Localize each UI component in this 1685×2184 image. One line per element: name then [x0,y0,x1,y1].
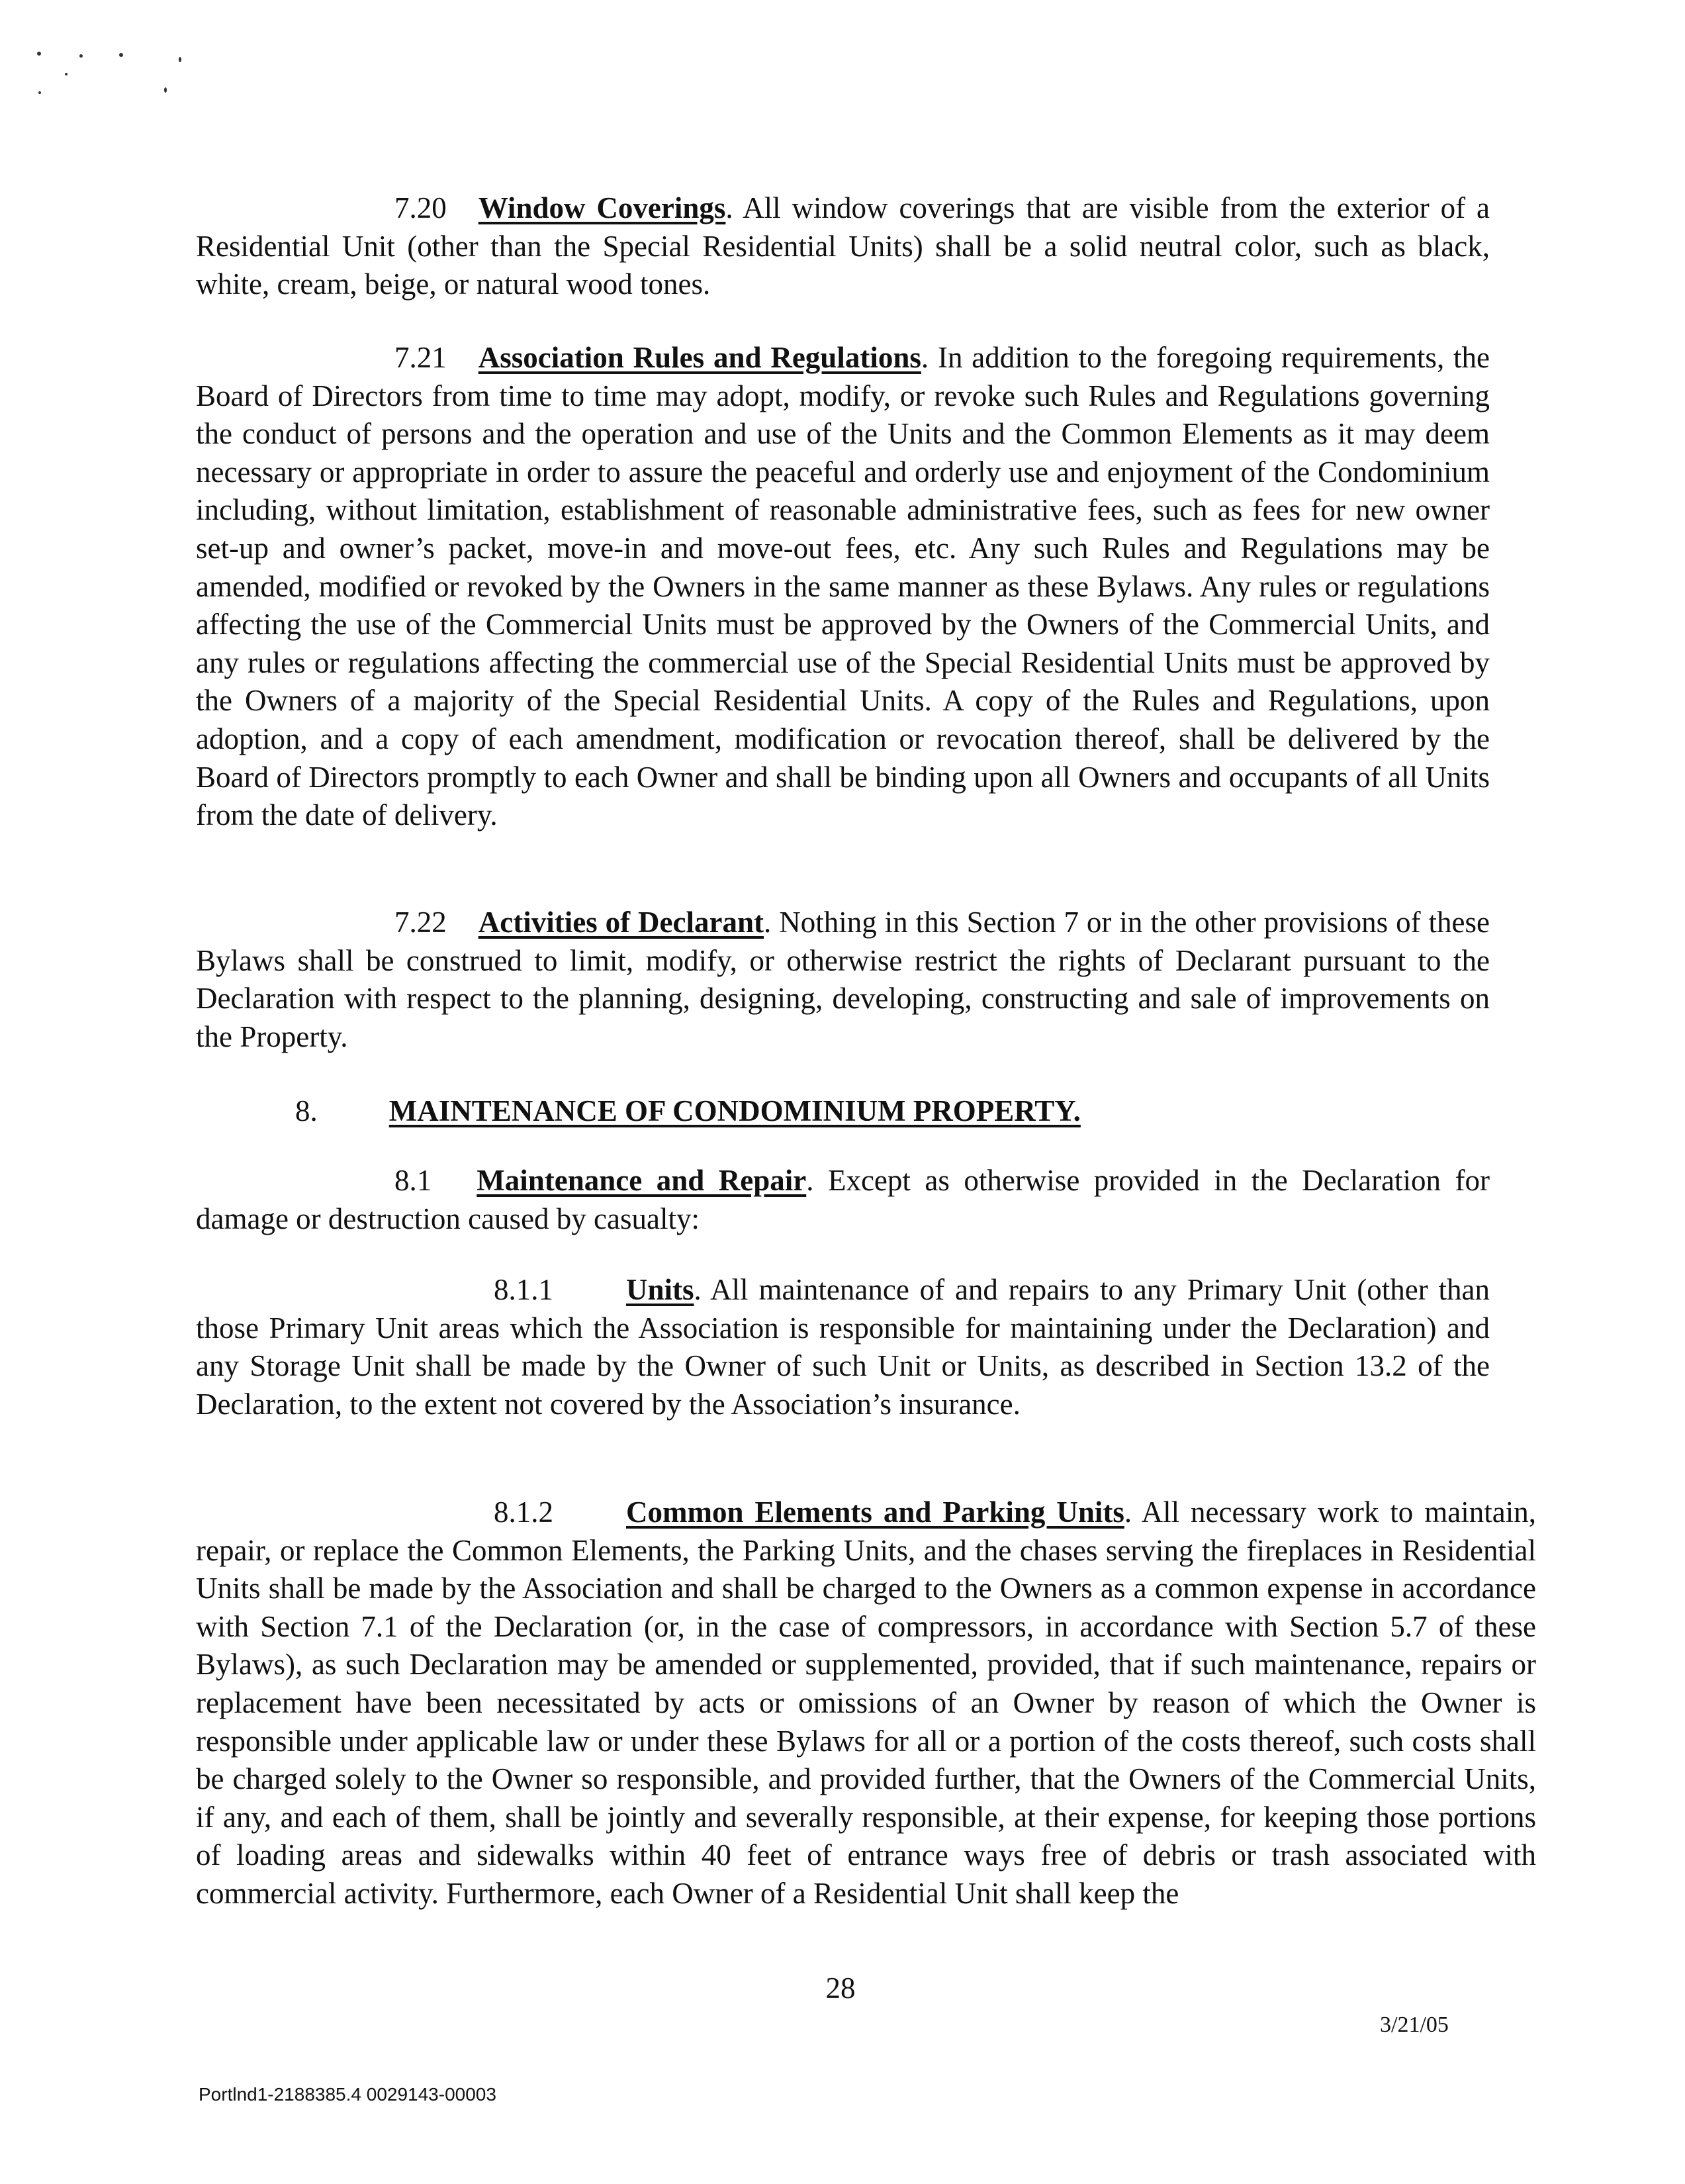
section-body: All maintenance of and repairs to any Primary Unit (other than those Primary Unit areas which the Association is responsible for maintaining under the Declaration) and any Storage Unit shall be made by the Owner of such Unit or Units, as described in Section 13.2 of the Declaration, to the extent not covered by the Association’s insurance. [196,1273,1490,1421]
section-body: In addition to the foregoing requirements, the Board of Directors from time to time may adopt, modify, or revoke such Rules and Regulations governing the conduct of persons and the operation and use of the Units and the Common Elements as it may deem necessary or appropriate in order to assure the peaceful and orderly use and enjoyment of the Condominium including, without limitation, establishment of reasonable administrative fees, such as fees for new owner set-up and owner’s packet, move-in and move-out fees, etc. Any such Rules and Regulations may be amended, modified or revoked by the Owners in the same manner as these Bylaws. Any rules or regulations affecting the use of the Commercial Units must be approved by the Owners of the Commercial Units, and any rules or regulations affecting the commercial use of the Special Residential Units must be approved by the Owners of a majority of the Special Residential Units. A copy of the Rules and Regulations, upon adoption, and a copy of each amendment, modification or revocation thereof, shall be delivered by the Board of Directors promptly to each Owner and shall be binding upon all Owners and occupants of all Units from the date of delivery. [196,341,1490,832]
scan-speck [65,73,68,75]
section-number: 8.1.1 [494,1273,553,1306]
scan-speck [164,87,167,93]
section-title: Association Rules and Regulations [478,341,921,374]
section-7-22: 7.22 Activities of Declarant. Nothing in this Section 7 or in the other provisions of these Bylaws shall be construed to limit, modify, or otherwise restrict the rights of Declarant pursuant to the Declaration with respect to the planning, designing, developing, constructing and sale of improvements on the Property. [196,906,1490,1053]
section-number: 7.20 [394,191,447,224]
section-7-20: 7.20 Window Coverings. All window coverings that are visible from the exterior of a Residential Unit (other than the Special Residential Units) shall be a solid neutral color, such as black, white, cream, beige, or natural wood tones. [196,191,1490,301]
section-8-1-2: 8.1.2 Common Elements and Parking Units. All necessary work to maintain, repair, or replace the Common Elements, the Parking Units, and the chases serving the fireplaces in Residential Units shall be made by the Association and shall be charged to the Owners as a common expense in accordance with Section 7.1 of the Declaration (or, in the case of compressors, in accordance with Section 5.7 of these Bylaws), as such Declaration may be amended or supplemented, provided, that if such maintenance, repairs or replacement have been necessitated by acts or omissions of an Owner by reason of which the Owner is responsible under applicable law or under these Bylaws for all or a portion of the costs thereof, such costs shall be charged solely to the Owner so responsible, and provided further, that the Owners of the Commercial Units, if any, and each of them, shall be jointly and severally responsible, at their expense, for keeping those portions of loading areas and sidewalks within 40 feet of entrance ways free of debris or trash associated with commercial activity. Furthermore, each Owner of a Residential Unit shall keep the [196,1496,1536,1910]
scan-speck [179,57,181,62]
scan-speck [37,52,41,56]
section-8-heading [295,1092,1486,1131]
section-number: 8. [295,1094,318,1127]
footer-date: 3/21/05 [1380,2013,1449,2037]
section-title: Activities of Declarant [478,906,764,939]
section-body: Except as otherwise provided in the Declaration for damage or destruction caused by casualty: [196,1164,1490,1235]
section-number: 8.1 [394,1164,432,1197]
section-title: Window Coverings [478,191,726,224]
section-body: All window coverings that are visible from the exterior of a Residential Unit (other than the Special Residential Units) shall be a solid neutral color, such as black, white, cream, beige, or natural wood tones. [196,191,1490,301]
scan-speck [119,53,123,57]
scan-speck [38,91,41,94]
page-number: 28 [825,1971,856,2005]
section-body: All necessary work to maintain, repair, or replace the Common Elements, the Parking Units, and the chases serving the fireplaces in Residential Units shall be made by the Association and shall be charged to the Owners as a common expense in accordance with Section 7.1 of the Declaration (or, in the case of compressors, in accordance with Section 5.7 of these Bylaws), as such Declaration may be amended or supplemented, provided, that if such maintenance, repairs or replacement have been necessitated by acts or omissions of an Owner by reason of which the Owner is responsible under applicable law or under these Bylaws for all or a portion of the costs thereof, such costs shall be charged solely to the Owner so responsible, and provided further, that the Owners of the Commercial Units, if any, and each of them, shall be jointly and severally responsible, at their expense, for keeping those portions of loading areas and sidewalks within 40 feet of entrance ways free of debris or trash associated with commercial activity. Furthermore, each Owner of a Residential Unit shall keep the [196,1496,1536,1910]
section-7-21: 7.21 Association Rules and Regulations. In addition to the foregoing requirements, the Board of Directors from time to time may adopt, modify, or revoke such Rules and Regulations governing the conduct of persons and the operation and use of the Units and the Common Elements as it may deem necessary or appropriate in order to assure the peaceful and orderly use and enjoyment of the Condominium including, without limitation, establishment of reasonable administrative fees, such as fees for new owner set-up and owner’s packet, move-in and move-out fees, etc. Any such Rules and Regulations may be amended, modified or revoked by the Owners in the same manner as these Bylaws. Any rules or regulations affecting the use of the Commercial Units must be approved by the Owners of the Commercial Units, and any rules or regulations affecting the commercial use of the Special Residential Units must be approved by the Owners of a majority of the Special Residential Units. A copy of the Rules and Regulations, upon adoption, and a copy of each amendment, modification or revocation thereof, shall be delivered by the Board of Directors promptly to each Owner and shall be binding upon all Owners and occupants of all Units from the date of delivery. [196,341,1490,832]
section-title: Common Elements and Parking Units [626,1496,1124,1529]
footer-doc-id: Portlnd1-2188385.4 0029143-00003 [199,2084,496,2105]
section-number: 7.21 [394,341,447,374]
section-8-1-1: 8.1.1 Units. All maintenance of and repairs to any Primary Unit (other than those Primary Unit areas which the Association is responsible for maintaining under the Declaration) and any Storage Unit shall be made by the Owner of such Unit or Units, as described in Section 13.2 of the Declaration, to the extent not covered by the Association’s insurance. [196,1273,1490,1421]
scan-speck [79,54,83,58]
section-title: Maintenance and Repair [477,1164,807,1197]
section-8-1: 8.1 Maintenance and Repair. Except as otherwise provided in the Declaration for damage or destruction caused by casualty: [196,1164,1490,1235]
section-number: 7.22 [394,906,447,939]
section-body: Nothing in this Section 7 or in the other provisions of these Bylaws shall be construed to limit, modify, or otherwise restrict the rights of Declarant pursuant to the Declaration with respect to the planning, designing, developing, constructing and sale of improvements on the Property. [196,906,1490,1053]
section-number: 8.1.2 [494,1496,553,1529]
section-title: Units [626,1273,694,1306]
section-title: MAINTENANCE OF CONDOMINIUM PROPERTY. [388,1094,1081,1127]
